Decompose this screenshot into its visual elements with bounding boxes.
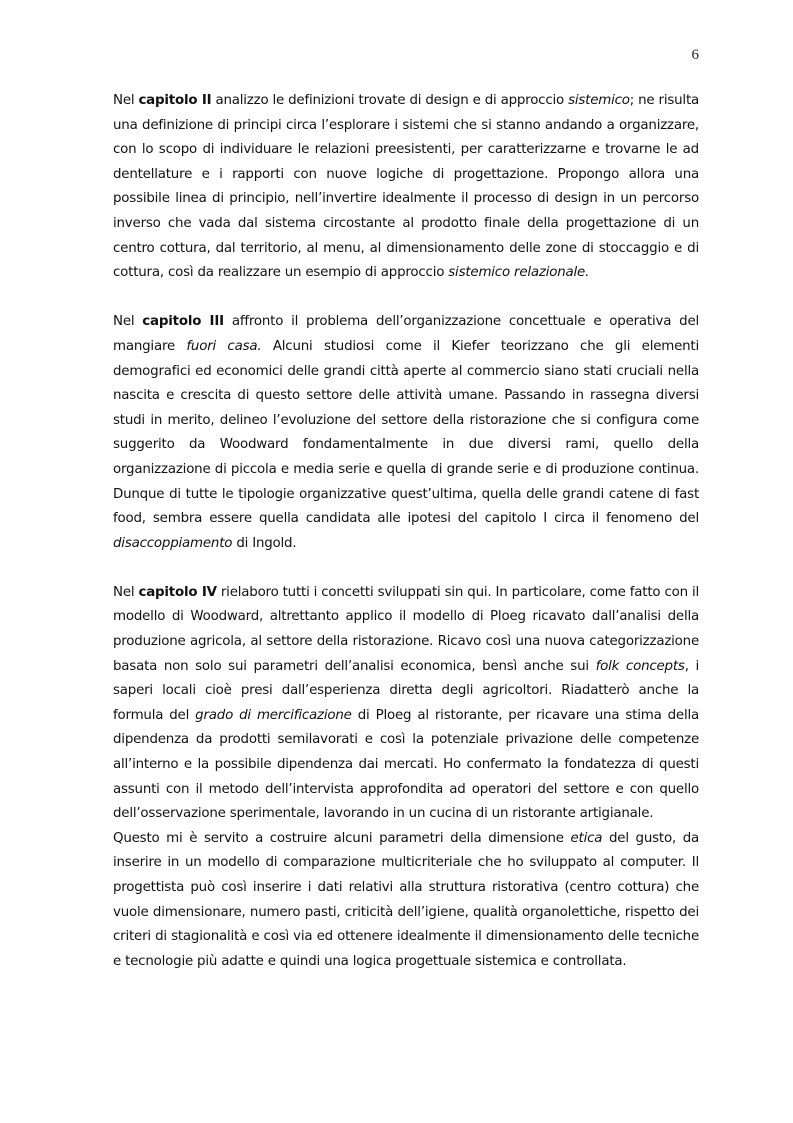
page-number: 6 (691, 47, 699, 63)
paragraph-chapter-2 (113, 89, 699, 286)
text-run: di Ingold. (232, 535, 297, 551)
text-run: Nel (113, 584, 139, 600)
text-run: analizzo le definizioni trovate di design e di approccio (211, 93, 569, 108)
text-run: Nel (113, 314, 143, 330)
text-run: Alcuni studiosi come il Kiefer teorizzano che gli elementi demografici ed economici delle grandi città aperte al commercio siano stati cruciali nella nascita e crescita di questo settore delle attività umane. Passando in rassegna diversi studi in merito, delineo l’evoluzione del settore della ristorazione che si configura come suggerito da Woodward fondamentalmente in due diversi rami, quello della organizzazione di piccola e media serie e quella di grande serie e di produzione continua. Dunque di tutte le tipologie organizzative quest’ultima, quella delle grandi catene di fast food, sembra essere quella candidata alle ipotesi del capitolo I circa il fenomeno del (113, 338, 700, 527)
italic-text: folk concepts (595, 658, 685, 674)
bold-text: capitolo II (138, 93, 212, 108)
text-run: ; ne risulta una definizione di principi circa l’esplorare i sistemi che si stanno andando a organizzare, con lo scopo di individuare le relazioni preesistenti, per caratterizzarne e trovarne le ad dentellature e i rapporti con nuove logiche di progettazione. Propongo allora una possibile linea di principio, nell’invertire idealmente il processo di design in un percorso inverso che vada dal sistema circostante al prodotto finale della progettazione di un centro cottura, dal territorio, al menu, al dimensionamento delle zone di stoccaggio e di cottura, così da realizzare un esempio di approccio (113, 93, 699, 281)
body-text (113, 89, 699, 974)
italic-text: sistemico relazionale. (448, 265, 590, 281)
paragraph-chapter-3 (113, 310, 699, 556)
text-run: Questo mi è servito a costruire alcuni parametri della dimensione (113, 830, 571, 846)
text-run: affronto il problema dell’organizzazione concettuale e operativa del mangiare (113, 314, 700, 354)
italic-text: fuori casa. (186, 338, 262, 354)
text-run: del gusto, da inserire in un modello di comparazione multicriteriale che ho sviluppato al computer. Il progettista può così inserire i dati relativi alla struttura ristorativa (centro cottura) che vuole dimensionare, numero pasti, criticità dell’igiene, qualità organolettiche, rispetto dei criteri di stagionalità e così via ed ottenere idealmente il dimensionamento delle tecniche e tecnologie più adatte e quindi una logica progettuale sistemica e controllata. (113, 830, 700, 969)
italic-text: sistemico (568, 93, 630, 108)
text-run: di Ploeg al ristorante, per ricavare una stima della dipendenza da prodotti semilavorati e così la potenziale privazione delle competenze all’interno e la possibile dipendenza dai mercati. Ho confermato la fondatezza di questi assunti con il metodo dell’intervista approfondita ad operatori del settore e con quello dell’osservazione sperimentale, lavorando in un cucina di un ristorante artigianale. (113, 707, 699, 822)
text-run: rielaboro tutti i concetti sviluppati sin qui. In particolare, come fatto con il modello di Woodward, altrettanto applico il modello di Ploeg ricavato dall’analisi della produzione agricola, al settore della ristorazione. Ricavo così una nuova categorizzazione basata non solo sui parametri dell’analisi economica, bensì anche sui (113, 584, 699, 674)
italic-text: disaccoppiamento (113, 535, 233, 551)
text-run: Nel (113, 93, 139, 108)
italic-text: grado di mercificazione (195, 707, 352, 723)
text-run: , i saperi locali cioè presi dall’esperienza diretta degli agricoltori. Riadatterò anche la formula del (113, 658, 699, 723)
bold-text: capitolo IV (138, 584, 217, 600)
bold-text: capitolo III (142, 314, 224, 330)
paragraph-chapter-4 (113, 581, 699, 827)
italic-text: etica (570, 830, 603, 846)
paragraph-ethics-model (113, 827, 699, 975)
